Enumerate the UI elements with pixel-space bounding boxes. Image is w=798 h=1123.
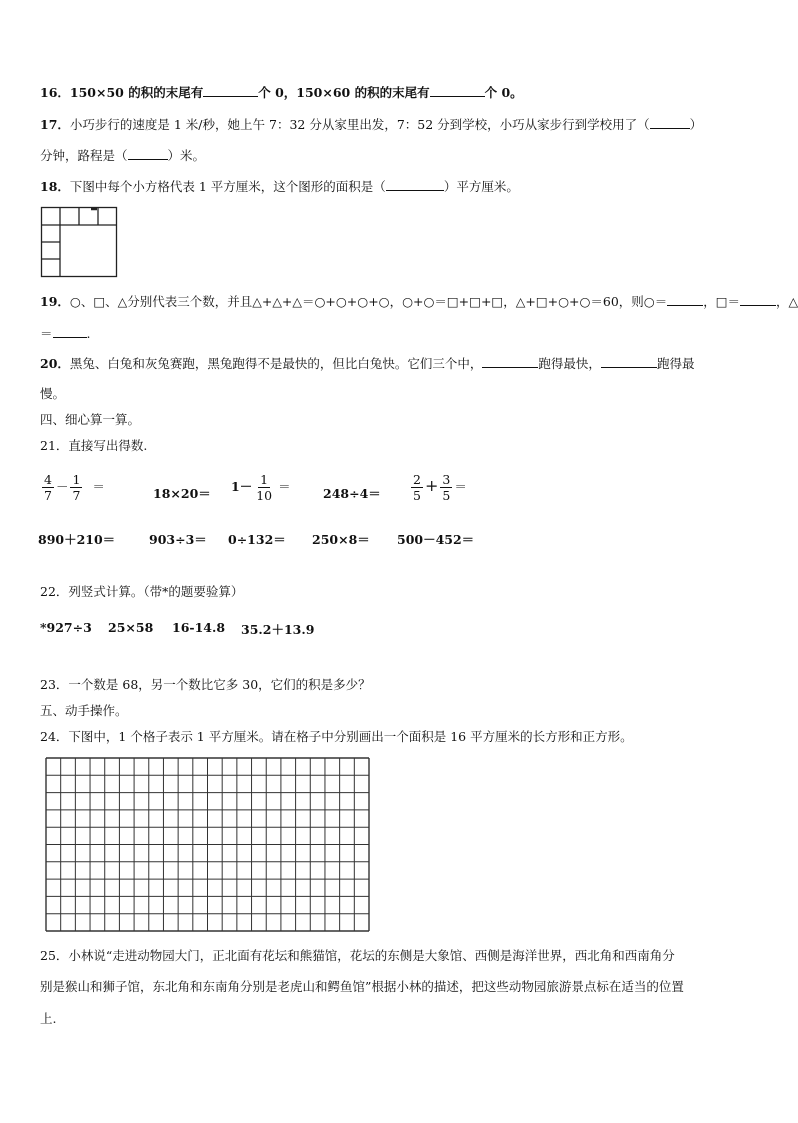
calc-250x8: 250×8＝ bbox=[312, 532, 370, 547]
calc-one-minus-fraction: 1－ $\frac{1}{10}$ ＝ bbox=[231, 472, 291, 503]
calc-fraction-subtract: $\frac{4}{7}$ － $\frac{1}{7}$ ＝ bbox=[44, 472, 105, 503]
calc-903div3: 903÷3＝ bbox=[149, 532, 207, 547]
question-23: 23．一个数是 68，另一个数比它多 30，它们的积是多少？ bbox=[40, 677, 371, 692]
question-25-line1: 25．小林说“走进动物园大门，正北面有花坛和熊猫馆，花坛的东侧是大象馆、西侧是海洋世界，西北角和西南角分 bbox=[40, 948, 675, 963]
question-19-line2: ＝ . bbox=[40, 326, 91, 341]
question-20-line1: 20．黑兔、白兔和灰兔赛跑，黑兔跑得不是最快的，但比白兔快。它们三个中， 跑得最快， 跑得最 bbox=[40, 356, 695, 371]
question-18: 18．下图中每个小方格代表 1 平方厘米，这个图形的面积是（ ）平方厘米。 bbox=[40, 179, 519, 194]
calc-fraction-add: $\frac{2}{5}$ + $\frac{3}{5}$ ＝ bbox=[413, 472, 467, 503]
vertical-calc-item: 25×58 bbox=[108, 620, 154, 635]
question-16: 16．150×50 的积的末尾有 个 0，150×60 的积的末尾有 个 0。 bbox=[40, 85, 523, 100]
question-22-title: 22．列竖式计算。（带*的题要验算） bbox=[40, 584, 244, 599]
drawing-grid-q24[interactable] bbox=[45, 757, 370, 932]
section-heading-4: 四、细心算一算。 bbox=[40, 412, 141, 427]
answer-blank[interactable] bbox=[667, 293, 703, 306]
answer-blank[interactable] bbox=[482, 355, 538, 368]
answer-blank[interactable] bbox=[53, 325, 87, 338]
answer-blank[interactable] bbox=[128, 147, 168, 160]
question-20-line2: 慢。 bbox=[40, 386, 66, 401]
answer-blank[interactable] bbox=[740, 293, 776, 306]
section-heading-5: 五、动手操作。 bbox=[40, 703, 128, 718]
vertical-calc-item: 35.2＋13.9 bbox=[241, 622, 315, 637]
answer-blank[interactable] bbox=[650, 116, 690, 129]
question-25-line3: 上. bbox=[40, 1011, 57, 1026]
question-19-line1: 19．○、□、△分别代表三个数，并且△+△+△＝○+○+○+○，○+○＝□+□+□，△+□+○+○＝60，则○＝ ，□＝ ，△ bbox=[40, 294, 798, 309]
calc-248div4: 248÷4＝ bbox=[323, 486, 381, 501]
question-25-line2: 别是猴山和狮子馆，东北角和东南角分别是老虎山和鳄鱼馆”根据小林的描述，把这些动物园旅游景点标在适当的位置 bbox=[40, 979, 684, 994]
calc-0div132: 0÷132＝ bbox=[228, 532, 286, 547]
question-21-title: 21．直接写出得数. bbox=[40, 438, 148, 453]
answer-blank[interactable] bbox=[601, 355, 657, 368]
answer-blank[interactable] bbox=[386, 178, 444, 191]
answer-blank[interactable] bbox=[203, 84, 258, 97]
area-figure-q18 bbox=[41, 207, 119, 279]
calc-18x20: 18×20＝ bbox=[153, 486, 211, 501]
answer-blank[interactable] bbox=[430, 84, 485, 97]
question-17-line1: 17．小巧步行的速度是 1 米/秒，她上午 7：32 分从家里出发，7：52 分到学校，小巧从家步行到学校用了（ ） bbox=[40, 117, 703, 132]
vertical-calc-item: *927÷3 bbox=[40, 620, 92, 635]
calc-890plus210: 890＋210＝ bbox=[38, 532, 116, 547]
calc-500minus452: 500－452＝ bbox=[397, 532, 475, 547]
vertical-calc-item: 16-14.8 bbox=[172, 620, 226, 635]
question-24: 24．下图中，1 个格子表示 1 平方厘米。请在格子中分别画出一个面积是 16 平方厘米的长方形和正方形。 bbox=[40, 729, 633, 744]
question-17-line2: 分钟，路程是（ ）米。 bbox=[40, 148, 206, 163]
